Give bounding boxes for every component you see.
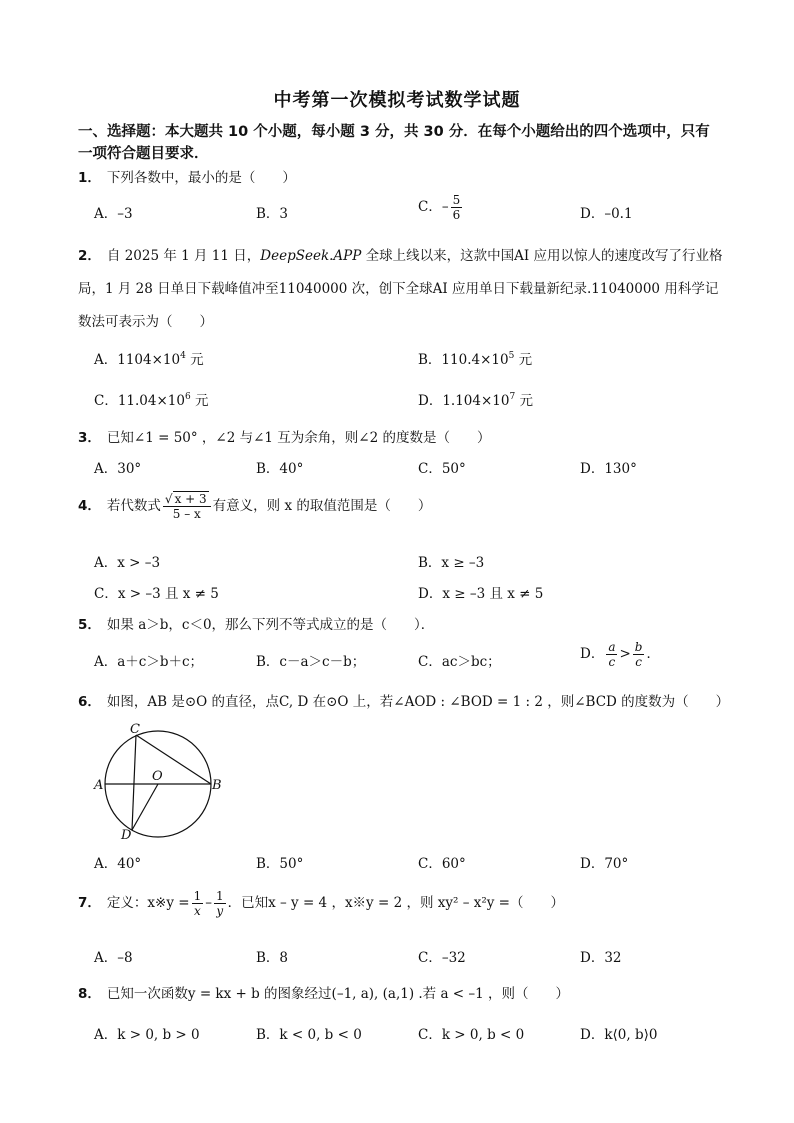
q3-option-a[interactable]: A．30° [94, 461, 142, 477]
radius-od [132, 784, 158, 830]
q5-option-a[interactable]: A．a＋c＞b＋c； [94, 654, 204, 670]
numerator: b [634, 640, 643, 654]
question-number: 1． [78, 170, 101, 186]
question-stem: 如果 a＞b，c＜0，那么下列不等式成立的是（ ）． [106, 617, 435, 633]
question-stem: 下列各数中，最小的是（ ） [106, 170, 296, 186]
q6-option-b[interactable]: B．50° [256, 856, 304, 872]
denominator: y [216, 904, 224, 918]
question-6 [78, 690, 729, 710]
question-stem: 定义：x※y = [106, 895, 190, 911]
question-2 [78, 244, 723, 264]
question-stem: 如图，AB 是⊙O 的直径，点C, D 在⊙O 上，若∠AOD : ∠BOD = 1 : 2 ，则∠BCD 的度数为（ ） [106, 694, 730, 710]
q6-option-c[interactable]: C．60° [418, 856, 466, 872]
option-text: B．110.4×10 [418, 352, 509, 368]
question-stem: 自 2025 年 1 月 11 日， [106, 248, 261, 264]
numerator: 5 [452, 193, 461, 207]
question-4 [78, 492, 431, 521]
denominator: 5 – x [172, 507, 201, 521]
q4-option-b[interactable]: B．x ≥ –3 [418, 555, 485, 571]
question-stem-cont: ．已知x – y = 4 ，x※y = 2 ，则 xy² – x²y =（ ） [227, 895, 564, 911]
question-number: 6． [78, 694, 101, 710]
question-number: 7． [78, 895, 101, 911]
unit: 元 [185, 352, 204, 368]
question-2-line3: 数法可表示为（ ） [78, 314, 213, 330]
label-b: B [212, 778, 222, 793]
exponent: 6 [184, 392, 191, 402]
question-stem-cont: 全球上线以来，这款中国AI 应用以惊人的速度改写了行业格 [361, 248, 723, 264]
question-number: 8． [78, 986, 101, 1002]
radicand: x + 3 [174, 492, 207, 506]
fraction [163, 492, 211, 521]
chord-cd [132, 735, 136, 830]
question-stem-cont: 有意义，则 x 的取值范围是（ ） [212, 498, 432, 514]
option-label: D． [580, 646, 605, 662]
q4-option-c[interactable]: C．x > –3 且 x ≠ 5 [94, 586, 219, 602]
minus-sign: – [441, 199, 449, 215]
option-label: C． [418, 199, 442, 215]
exponent: 5 [508, 351, 515, 361]
q6-option-d[interactable]: D．70° [580, 856, 629, 872]
q4-option-a[interactable]: A．x > –3 [94, 555, 161, 571]
option-text: D．1.104×10 [418, 393, 510, 409]
exponent: 7 [509, 392, 516, 402]
q5-option-d[interactable] [580, 640, 660, 669]
q4-option-d[interactable]: D．x ≥ –3 且 x ≠ 5 [418, 586, 544, 602]
denominator: x [193, 904, 201, 918]
chord-cb [136, 735, 211, 784]
option-text: A．1104×10 [94, 352, 181, 368]
fraction [214, 889, 226, 918]
q5-option-b[interactable]: B．c－a＞c－b； [256, 654, 366, 670]
denominator: c [608, 655, 616, 669]
q3-option-b[interactable]: B．40° [256, 461, 304, 477]
question-number: 2． [78, 248, 101, 264]
numerator: √ x + 3 [163, 492, 211, 507]
q2-option-c[interactable] [94, 389, 209, 409]
unit: 元 [190, 393, 209, 409]
page-title: 中考第一次模拟考试数学试题 [273, 90, 521, 111]
question-number: 4． [78, 498, 101, 514]
q1-option-c[interactable] [418, 193, 464, 222]
denominator: 6 [452, 208, 461, 222]
operator: > [619, 646, 631, 662]
question-8 [78, 982, 569, 1002]
q8-option-a[interactable]: A．k > 0, b > 0 [94, 1027, 200, 1043]
question-number: 3． [78, 430, 101, 446]
question-3 [78, 426, 491, 446]
numerator: 1 [193, 889, 202, 903]
circle-diagram [90, 718, 230, 848]
unit: 元 [515, 393, 533, 409]
fraction [633, 640, 645, 669]
q3-option-c[interactable]: C．50° [418, 461, 466, 477]
q5-option-c[interactable]: C．ac＞bc； [418, 654, 501, 670]
q7-option-b[interactable]: B．8 [256, 950, 289, 966]
fraction [451, 193, 463, 222]
question-number: 5． [78, 617, 101, 633]
q6-option-a[interactable]: A．40° [94, 856, 142, 872]
q7-option-a[interactable]: A．–8 [94, 950, 133, 966]
q7-option-c[interactable]: C．–32 [418, 950, 466, 966]
numerator: a [608, 640, 616, 654]
exponent: 4 [180, 351, 186, 361]
minus-sign: – [205, 895, 212, 911]
numerator: 1 [215, 889, 224, 903]
question-7 [78, 889, 564, 918]
label-c: C [130, 722, 140, 737]
q8-option-c[interactable]: C．k > 0, b < 0 [418, 1027, 525, 1043]
section-heading-line2: 一项符合题目要求． [78, 146, 209, 162]
q2-option-a[interactable] [94, 348, 204, 368]
q1-option-b[interactable]: B．3 [256, 206, 289, 222]
label-d: D [121, 828, 132, 843]
question-5 [78, 613, 434, 633]
question-stem: 已知∠1 = 50° ，∠2 与∠1 互为余角，则∠2 的度数是（ ） [106, 430, 491, 446]
q7-option-d[interactable]: D．32 [580, 950, 622, 966]
label-a: A [94, 778, 104, 793]
q1-option-d[interactable]: D．–0.1 [580, 206, 633, 222]
q8-option-b[interactable]: B．k < 0, b < 0 [256, 1027, 362, 1043]
question-stem: 已知一次函数y = kx + b 的图象经过(–1, a), (a,1) .若 a < –1 ，则（ ） [106, 986, 570, 1002]
question-stem: 若代数式 [106, 498, 161, 514]
punctuation: ． [646, 646, 660, 662]
fraction [606, 640, 617, 669]
denominator: c [635, 655, 642, 669]
app-name: DeepSeek.APP [260, 248, 362, 264]
label-o: O [152, 769, 163, 784]
unit: 元 [514, 352, 533, 368]
q8-option-d[interactable]: D．k⟨0, b⟩0 [580, 1027, 658, 1043]
question-1 [78, 166, 296, 186]
q3-option-d[interactable]: D．130° [580, 461, 637, 477]
q1-option-a[interactable]: A．–3 [94, 206, 133, 222]
question-2-line2: 局，1 月 28 日单日下载峰值冲至11040000 次，创下全球AI 应用单日下载量新纪录.11040000 用科学记 [78, 281, 719, 297]
fraction [192, 889, 204, 918]
section-heading-line1: 一、选择题：本大题共 10 个小题，每小题 3 分，共 30 分．在每个小题给出的四个选项中，只有 [78, 124, 710, 140]
option-text: C．11.04×10 [94, 393, 185, 409]
q2-option-d[interactable] [418, 389, 533, 409]
q2-option-b[interactable] [418, 348, 532, 368]
